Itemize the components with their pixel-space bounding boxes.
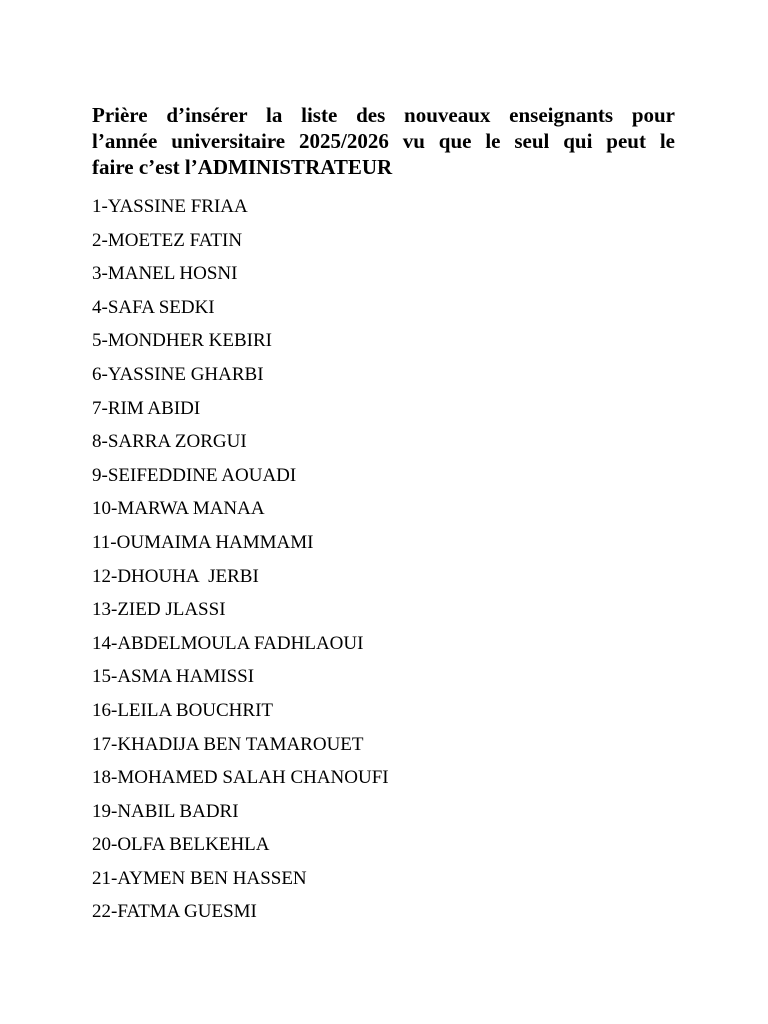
teacher-item: 17-KHADIJA BEN TAMAROUET [92,733,364,755]
teacher-item: 7-RIM ABIDI [92,397,201,419]
teacher-item: 18-MOHAMED SALAH CHANOUFI [92,767,389,789]
heading-line: l’année universitaire 2025/2026 vu que le seul qui peut le [92,129,675,153]
teacher-item: 21-AYMEN BEN HASSEN [92,867,307,889]
teacher-item: 9-SEIFEDDINE AOUADI [92,464,297,486]
teacher-item: 1-YASSINE FRIAA [92,196,248,217]
teacher-item: 15-ASMA HAMISSI [92,666,255,688]
teacher-item: 20-OLFA BELKEHLA [92,834,270,856]
teacher-item: 12-DHOUHA JERBI [92,565,259,587]
teacher-item: 13-ZIED JLASSI [92,599,226,621]
teacher-item: 3-MANEL HOSNI [92,263,238,285]
teacher-item: 16-LEILA BOUCHRIT [92,699,274,721]
heading-line: faire c’est l’ADMINISTRATEUR [92,155,393,179]
document-page [92,102,675,935]
document-heading [92,102,675,180]
teacher-item: 5-MONDHER KEBIRI [92,330,272,352]
teacher-item: 6-YASSINE GHARBI [92,363,264,385]
heading-line: Prière d’insérer la liste des nouveaux enseignants pour [92,103,675,127]
teacher-list [92,196,675,935]
teacher-item: 19-NABIL BADRI [92,800,239,822]
teacher-item: 2-MOETEZ FATIN [92,229,243,251]
teacher-item: 8-SARRA ZORGUI [92,431,247,453]
teacher-item: 14-ABDELMOULA FADHLAOUI [92,632,364,654]
teacher-item: 11-OUMAIMA HAMMAMI [92,531,314,553]
teacher-item: 4-SAFA SEDKI [92,296,215,318]
teacher-item: 22-FATMA GUESMI [92,901,257,923]
teacher-item: 10-MARWA MANAA [92,498,265,520]
